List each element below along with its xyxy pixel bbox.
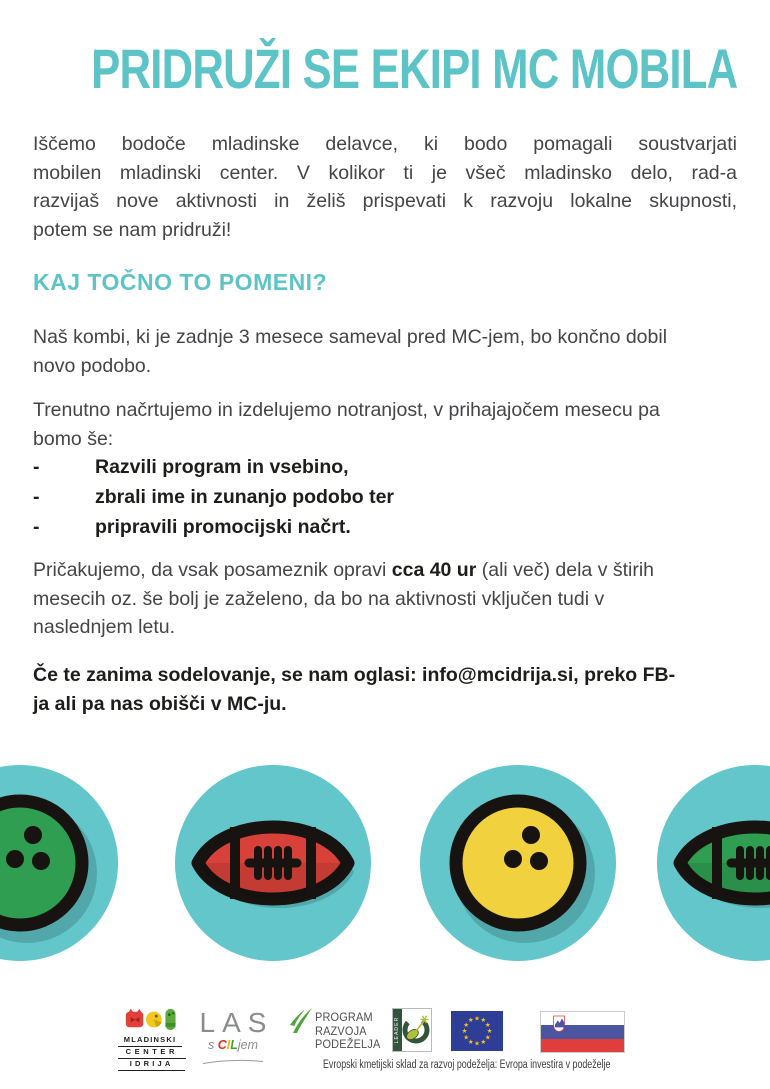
las-tagline-l: L: [230, 1038, 238, 1052]
expectation-text: (ali več) dela v štirih: [476, 559, 655, 581]
svg-text:★: ★: [467, 1037, 474, 1046]
slovenia-flag-icon: [540, 1011, 625, 1058]
badge-bowling-green: [0, 763, 120, 963]
expectation-text: Pričakujemo, da vsak posameznik opravi: [33, 559, 392, 581]
plan-paragraph: [33, 396, 737, 453]
las-tagline: [196, 1039, 270, 1052]
svg-text:★: ★: [480, 1037, 487, 1046]
svg-text:★: ★: [463, 1033, 470, 1042]
las-tagline-c: C: [217, 1038, 227, 1052]
contact-line: ja ali pa nas obišči v MC-ju.: [33, 692, 287, 715]
plan-line: bomo še:: [33, 427, 114, 450]
las-tagline-s: s: [207, 1038, 218, 1052]
footer-caption: Evropski kmetijski sklad za razvoj podeželja: Evropa investira v podeželje: [323, 1059, 611, 1071]
las-wordmark: LAS: [199, 1007, 274, 1038]
svg-text:★: ★: [484, 1020, 491, 1029]
bowling-ball-green-icon: [0, 763, 120, 963]
bowling-ball-yellow-icon: [418, 763, 618, 963]
section-heading: KAJ TOČNO TO POMENI?: [33, 269, 328, 295]
logo-leader: [392, 1008, 432, 1057]
logo-las-s-ciljem: [196, 1007, 274, 1070]
las-tagline-i: I: [226, 1038, 231, 1052]
svg-text:★: ★: [463, 1020, 470, 1029]
expectation-line: naslednjem letu.: [33, 616, 176, 638]
list-bullet: -: [33, 516, 40, 538]
kombi-line: novo podobo.: [33, 354, 152, 377]
intro-paragraph: [33, 130, 737, 244]
las-tagline-jem: jem: [237, 1038, 259, 1052]
list-item-text: zbrali ime in zunanjo podobo ter: [95, 486, 395, 508]
contact-paragraph: [33, 661, 737, 718]
contact-line: Če te zanima sodelovanje, se nam oglasi: info@mcidrija.si, preko FB-: [33, 664, 676, 686]
list-item: [33, 452, 737, 482]
mci-logo-line: MLADINSKI: [118, 1035, 182, 1047]
list-bullet: -: [33, 456, 40, 478]
expectation-line: [33, 556, 737, 585]
badge-bowling-yellow: [418, 763, 618, 963]
page-title-text: PRIDRUŽI SE EKIPI MC MOBILA: [91, 37, 738, 100]
logo-program-razvoja-podezelja: [289, 1006, 384, 1053]
kombi-paragraph: [33, 323, 737, 380]
hours-highlight: cca 40 ur: [391, 559, 477, 581]
expectation-paragraph: [33, 556, 737, 642]
svg-text:★: ★: [480, 1016, 487, 1025]
mci-logo-line: CENTER: [118, 1047, 186, 1059]
football-green-icon: [655, 763, 770, 963]
prp-logo-text: [315, 1012, 380, 1053]
svg-text:★: ★: [486, 1027, 493, 1035]
plan-line: Trenutno načrtujemo in izdelujemo notranjost, v prihajajočem mesecu pa: [33, 399, 660, 421]
leader-logo-icon: [392, 1008, 432, 1052]
mci-logo-line: IDRIJA: [118, 1059, 185, 1071]
expectation-line: mesecih oz. še bolj je zaželeno, da bo na aktivnosti vključen tudi v: [33, 587, 605, 610]
page-title: [0, 37, 770, 100]
leader-vertical-label: LEADER: [393, 1016, 400, 1044]
kombi-line: Naš kombi, ki je zadnje 3 mesece sameval pred MC-jem, bo končno dobil: [33, 326, 668, 348]
svg-text:★: ★: [467, 1016, 474, 1025]
intro-line: Iščemo bodoče mladinske delavce, ki bodo pomagali soustvarjati: [33, 133, 737, 155]
task-list: [33, 452, 737, 542]
list-bullet: -: [33, 486, 40, 508]
list-item: [33, 482, 737, 512]
prp-logo-line: PROGRAM: [315, 1012, 373, 1024]
intro-line: potem se nam pridruži!: [33, 218, 232, 241]
swallow-bird-icon: [289, 1006, 313, 1034]
intro-line: razvijaš nove aktivnosti in želiš prispevati k razvoju lokalne skupnosti,: [33, 190, 737, 212]
intro-line: mobilen mladinski center. V kolikor ti je všeč mladinsko delo, rad-a: [33, 161, 737, 184]
eu-flag-icon: [451, 1011, 503, 1056]
svg-text:★: ★: [461, 1027, 468, 1035]
list-item: [33, 512, 737, 542]
svg-text:★: ★: [484, 1033, 491, 1042]
list-item-text: Razvili program in vsebino,: [95, 456, 349, 478]
badge-football-green: [655, 763, 770, 963]
football-red-icon: [173, 763, 373, 963]
prp-logo-line: PODEŽELJA: [315, 1039, 381, 1051]
svg-text:★: ★: [474, 1014, 480, 1023]
badge-football-red: [173, 763, 373, 963]
logo-mladinski-center-idrija: [118, 1006, 182, 1071]
mci-mascots-icon: [122, 1006, 178, 1033]
svg-text:★: ★: [474, 1039, 480, 1048]
list-item-text: pripravili promocijski načrt.: [95, 516, 351, 538]
las-underline-swoosh-icon: [201, 1058, 265, 1065]
prp-logo-line: RAZVOJA: [315, 1025, 367, 1038]
